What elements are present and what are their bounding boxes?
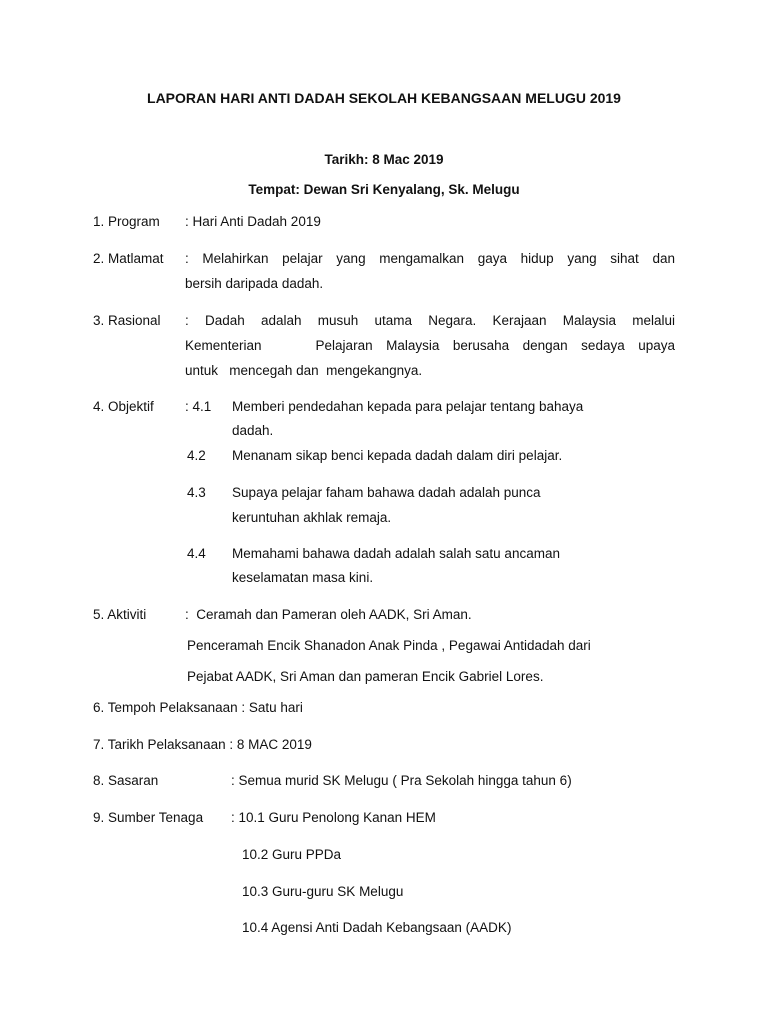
sumber-item: 10.3 Guru-guru SK Melugu [242, 884, 404, 899]
sumber-item: : 10.1 Guru Penolong Kanan HEM [231, 810, 436, 825]
objektif-text: keselamatan masa kini. [232, 570, 374, 585]
rasional-line-1: : Dadah adalah musuh utama Negara. Kerajaan Malaysia melalui [185, 313, 675, 328]
objektif-text: dadah. [232, 423, 274, 438]
objektif-label: 4. Objektif [93, 399, 154, 414]
date-line: Tarikh: 8 Mac 2019 [324, 152, 444, 167]
objektif-text: keruntuhan akhlak remaja. [232, 510, 392, 525]
sasaran-label: 8. Sasaran [93, 773, 159, 788]
matlamat-line-1: : Melahirkan pelajar yang mengamalkan gaya hidup yang sihat dan [185, 251, 675, 266]
tempoh-line: 6. Tempoh Pelaksanaan : Satu hari [93, 700, 303, 715]
rasional-line-3: untuk mencegah dan mengekangnya. [185, 363, 423, 378]
program-label: 1. Program [93, 214, 160, 229]
aktiviti-line-3: Pejabat AADK, Sri Aman dan pameran Encik Gabriel Lores. [187, 669, 544, 684]
rasional-line-2: Kementerian Pelajaran Malaysia berusaha dengan sedaya upaya [185, 338, 675, 353]
page-title: LAPORAN HARI ANTI DADAH SEKOLAH KEBANGSAAN MELUGU 2019 [147, 90, 621, 106]
sumber-item: 10.2 Guru PPDa [242, 847, 342, 862]
sasaran-value: : Semua murid SK Melugu ( Pra Sekolah hingga tahun 6) [231, 773, 572, 788]
sumber-label: 9. Sumber Tenaga [93, 810, 204, 825]
rasional-label: 3. Rasional [93, 313, 161, 328]
program-value: : Hari Anti Dadah 2019 [185, 214, 321, 229]
objektif-text: Menanam sikap benci kepada dadah dalam diri pelajar. [232, 448, 563, 463]
objektif-text: Supaya pelajar faham bahawa dadah adalah punca [232, 485, 541, 500]
sumber-item: 10.4 Agensi Anti Dadah Kebangsaan (AADK) [242, 920, 512, 935]
tarikh-pelaksanaan-line: 7. Tarikh Pelaksanaan : 8 MAC 2019 [93, 737, 312, 752]
place-line: Tempat: Dewan Sri Kenyalang, Sk. Melugu [248, 182, 520, 197]
aktiviti-label: 5. Aktiviti [93, 607, 147, 622]
objektif-num: 4.2 [187, 448, 206, 463]
objektif-num: 4.3 [187, 485, 206, 500]
objektif-text: Memahami bahawa dadah adalah salah satu ancaman [232, 546, 560, 561]
objektif-num: : 4.1 [185, 399, 212, 414]
aktiviti-line-2: Penceramah Encik Shanadon Anak Pinda , Pegawai Antidadah dari [187, 638, 591, 653]
objektif-num: 4.4 [187, 546, 206, 561]
matlamat-line-2: bersih daripada dadah. [185, 276, 324, 291]
aktiviti-line-1: : Ceramah dan Pameran oleh AADK, Sri Aman. [185, 607, 472, 622]
matlamat-label: 2. Matlamat [93, 251, 164, 266]
objektif-text: Memberi pendedahan kepada para pelajar tentang bahaya [232, 399, 584, 414]
